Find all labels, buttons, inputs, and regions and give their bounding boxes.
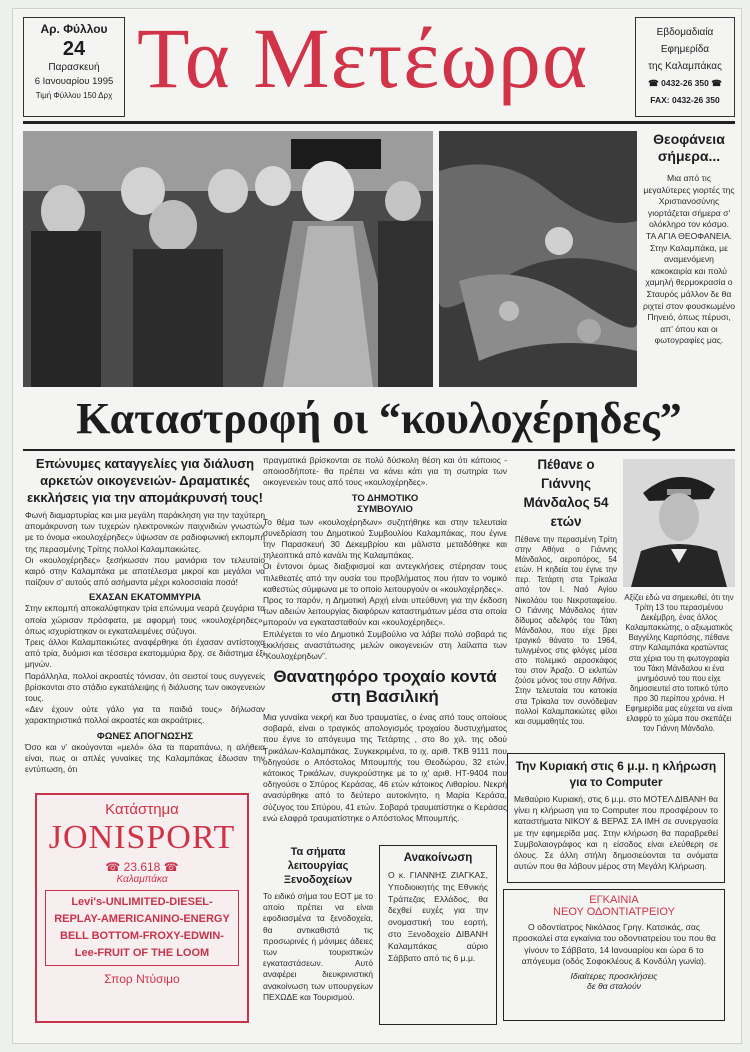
publisher-phone: ☎ 0432-26 350 ☎ <box>648 78 722 88</box>
ad-shop-label: Κατάστημα <box>105 801 179 818</box>
theophany-title: Θεοφάνεια σήμερα... <box>653 131 725 164</box>
dentist-title-2: ΝΕΟΥ ΟΔΟΝΤΙΑΤΡΕΙΟΥ <box>553 906 675 918</box>
accident-story <box>263 667 507 824</box>
masthead-title: Τα Μετέωρα <box>137 10 589 106</box>
theophany-column <box>643 131 735 347</box>
lead-paragraph-4: Τρεις άλλοι Καλαμπακιώτες αναφέρθηκε ότι έχασαν αντίστοιχα από τρία, δυόμισι και τέσσερα εκατομμύρια δρχ. σε διάστημα έξι μηνών. <box>25 637 265 670</box>
obituary-story <box>515 455 617 727</box>
publisher-box <box>635 17 735 117</box>
main-headline: Καταστροφή οι “κουλοχέρηδες” <box>76 394 682 443</box>
lead-subhead-1: ΕΧΑΣΑΝ ΕΚΑΤΟΜΜΥΡΙΑ <box>89 592 201 604</box>
publisher-line2: Εφημερίδα <box>660 44 710 55</box>
obituary-portrait <box>623 459 735 587</box>
masthead-rule <box>23 121 735 124</box>
obituary-body: Πέθανε την περασμένη Τρίτη στην Αθήνα ο Γιάννης Μάνδαλος, αεροπόρος, 54 ετών. Η κηδεία του έγινε την περ. Τετάρτη στα Τρίκαλα από τον Ι. Ναό Αγίου Νικολάου του Νεκροταφείου. Ο Γιάννης Μάνδαλος ήταν δίδυμος αδελφός του Τάκη Μάνδαλου, που είχε βρει τραγικό θάνατο το 1964, τυλιγμένος στις φλόγες μέσα στο πολεμικό αεροσκάφος του στον Άραξο. Ο εκλιπών ζούσε μόνος του στην Αθήνα. Στην τελευταία του κατοικία στα Τρίκαλα τον συνόδεψαν πολλοί Καλαμπακιώτες φίλοι και συμμαθητές του. <box>515 535 617 726</box>
lottery-title: Την Κυριακή στις 6 μ.μ. η κλήρωση για το Computer <box>515 759 717 789</box>
photo-procession <box>23 131 433 387</box>
announcement-body: Ο κ. ΓΙΑΝΝΗΣ ΖΙΑΓΚΑΣ, Υποδιοικητής της Εθνικής Τράπεζας Ελλάδος, θα δεχθεί ευχές για την ονομαστική του εορτή, στο Ξενοδοχείο ΔΙΒΑΝΗ Καλαμπάκας αύριο Σάββατο από τις 6 μ.μ. <box>388 870 488 963</box>
ad-brands-2: REPLAY-AMERICANINO-ENERGY <box>54 913 230 925</box>
cont-paragraph-5: Επιλέγεται το νέο Δημοτικό Συμβούλιο να λάβει πολύ σοβαρά τις εκκλήσεις αναστάτωσης μελών οικογενειών στη λαίλαπα των “Κουλοχέρηδων”. <box>263 628 507 662</box>
hotel-story <box>263 845 373 1003</box>
lead-story <box>25 455 265 775</box>
continuation-story <box>263 455 507 662</box>
photo-procession-image <box>23 131 433 387</box>
issue-label: Αρ. Φύλλου <box>40 22 108 36</box>
dentist-footer-2: δε θα σταλούν <box>587 980 641 991</box>
issue-box <box>23 17 125 117</box>
theophany-body: Μια από τις μεγαλύτερες γιορτές της Χριστιανοσύνης γιορτάζεται σήμερα σ' ολόκληρο τον κόσμο. ΤΑ ΑΓΙΑ ΘΕΟΦΑΝΕΙΑ. Στην Καλαμπάκα, με αναμενόμενη κακοκαιρία και πολύ χαμηλή θερμοκρασία ο Σταυρός μάλλον δε θα ριχτεί στον φουσκωμένο Πηνειό, όπως πέρυσι, απ' όπου και οι φωτογραφίες μας. <box>643 173 735 346</box>
announcement-title: Ανακοίνωση <box>403 852 473 864</box>
ad-city: Καλαμπάκα <box>116 874 168 885</box>
issue-number: 24 <box>62 38 86 60</box>
cont-paragraph-4: Προς το παρόν, η Δημοτική Αρχή είναι υπεύθυνη για την έκδοση των αδειών λειτουργίας διαφόρων καταστημάτων μέσα στα οποία μπορούν να εγκατασταθούν και «κουλοχέρηδες». <box>263 595 507 628</box>
ad-phone: ☎ 23.618 ☎ <box>105 860 179 874</box>
lead-paragraph-6: «Δεν έχουν ούτε γάλο για τα παιδιά τους» δήλωσαν χαρακτηριστικά πολλοί ακροατές και ακροάτριες. <box>25 704 265 726</box>
headline-rule <box>23 449 735 451</box>
lead-paragraph-3: Στην εκπομπή αποκαλύφτηκαν τρία επώνυμα νεαρά ζευγάρια τα οποία χώρισαν πρόσφατα, με αφορμή τους «κουλοχέρηδες», όπως ισχυρίστηκαν οι εγκαταλειμένες σύζυγοι. <box>25 603 265 636</box>
ad-brands-1: Levi's-UNLIMITED-DIESEL- <box>71 896 213 908</box>
lead-paragraph-1: Φωνή διαμαρτυρίας και μια μεγάλη παράκληση για την ταχύτερη απομάκρυνση των τυχερών ηλεκτρονικών παιχνιδιών γνωστών με το όνομα «κουλοχέρηδες» ύψωσαν σε ραδιοφωνική εκπομπή της περασμένης Τρίτης πολλοί Καλαμπακιώτες. <box>25 510 265 554</box>
cont-paragraph-2: Το θέμα των «κουλοχέρηδων» συζητήθηκε και στην τελευταία συνεδρίαση του Δημοτικού Συμβουλίου Καλαμπάκας, που έγινε την Παρασκευή 30 Δεκεμβρίου και μάλιστα μεταδόθηκε και τηλεοπτικά από κανάλι της Καλαμπάκας. <box>263 516 507 561</box>
newspaper-page <box>12 8 742 1044</box>
accident-title: Θανατηφόρο τροχαίο κοντά στη Βασιλική <box>273 667 497 706</box>
jonisport-ad <box>35 793 249 1023</box>
photo-cross-in-river <box>439 131 637 387</box>
obituary-title: Πέθανε ο Γιάννης Μάνδαλος 54 ετών <box>523 457 609 529</box>
publisher-line1: Εβδομαδιαία <box>656 27 714 38</box>
lead-paragraph-2: Οι «κουλοχέρηδες» ξεσήκωσαν που μανιάρια τον τελευταίο καιρό στην Καλαμπάκα με αποτέλεσμα μικροί και μεγάλοι να παίζουν σ' αυτούς από ασήμαντα μέχρι κολοσσιαία ποσά! <box>25 554 265 588</box>
lottery-box <box>507 753 725 883</box>
hotel-body: Το ειδικό σήμα του ΕΟΤ με το οποίο πρέπει να είναι εφοδιασμένα τα ξενοδοχεία, θα αντικαθιστά τις προσωρινές ή μόνιμες άδειες των τουριστικών εγκαταστάσεων. Αυτό αναφέρει διευκρινιστική ανακοίνωση των υπουργείων ΠΕΧΩΔΕ και Τουρισμού. <box>263 891 373 1002</box>
ad-tagline: Σπορ Ντύσιμο <box>104 972 180 986</box>
publisher-line3: της Καλαμπάκας <box>648 61 722 72</box>
photo-river-image <box>439 131 637 387</box>
lead-deck: Επώνυμες καταγγελίες για διάλυση αρκετών οικογενειών- Δραματικές εκκλήσεις για την απομάκρυνσή τους! <box>27 456 263 505</box>
ad-brands-box <box>45 890 239 966</box>
dentist-body: Ο οδοντίατρος Νικόλαος Γρηγ. Κατσικάς, σας προσκαλεί στα εγκαίνια του οδοντιατρείου του που θα γίνουν το Σάββατο, 14 Ιανουαρίου και ώρα 6 το απόγευμα (οδός Σοφοκλέους & Κονδύλη γωνία). <box>512 922 716 967</box>
ad-brands-4: Lee-FRUIT OF THE LOOM <box>74 947 210 959</box>
issue-date: 6 Ιανουαρίου 1995 <box>34 76 114 87</box>
portrait-image <box>623 459 735 587</box>
lead-subhead-2: ΦΩΝΕΣ ΑΠΟΓΝΩΣΗΣ <box>96 730 194 742</box>
cont-paragraph-3: Οι έντονοι όμως διαξιφισμοί και αντεγκλήσεις στέρησαν τους πιλεθεατές από την ουσία του προβλήματος που ήταν το νομικό καθεστώς σύμφωνα με το οποίο λειτουργούν οι «κουλοχέρηδες». <box>263 561 507 594</box>
cont-subhead: ΤΟ ΔΗΜΟΤΙΚΟ ΣΥΜΒΟΥΛΙΟ <box>351 492 419 515</box>
dentist-title-1: ΕΓΚΑΙΝΙΑ <box>589 894 639 906</box>
issue-weekday: Παρασκευή <box>48 62 100 73</box>
accident-body: Μια γυναίκα νεκρή και δυο τραυματίες, ο ένας από τους οποίους σοβαρά, είναι ο τραγικός απολογισμός τροχαίου δυστυχήματος που έγινε το απόγευμα της Τετάρτης , στο 8ο χιλ. της οδού Τρικάλων-Καλαμπάκας. Συγκεκριμένα, το ιχ. αριθ. ΤΚΒ 9111 που οδηγούσε ο Απόστολος Μπουμπής του Θεοδώρου, 32 ετών, κάτοικος Τρικάλων, συγκρούστηκε με το ιχ' αριθ. ΗΤ-9404 που οδηγούσε ο Σπύρος Κεράσας, 46 ετών κάτοικος Λιθαρίου. Νεκρή ανασύρθηκε από το δεύτερο αυτοκίνητο, η Μαρία Κεράσα, σύζυγος του Σπύρου, 41 ετών. Σοβαρά τραυματίστηκε ο Κεράσας ενώ ελαφρά τραυματίστηκε ο Απόστολος Μπουμπής. <box>263 712 507 823</box>
announcement-box <box>379 845 497 1025</box>
dentist-footer-1: Ιδιαίτερες προσκλήσεις <box>570 970 658 981</box>
dentist-box <box>503 889 725 1021</box>
lottery-body: Μεθαύριο Κυριακή, στις 6 μ.μ. στο ΜΟΤΕΛ ΔΙΒΑΝΗ θα γίνει η κλήρωση για το Computer που προσφέρουν το καταστήματα ΝΙΚΟΥ & ΒΕΡΑΣ ΣΑ ΙΜΗ σε συνεργασία με την εφημερίδα μας. Στην κλήρωση θα παραβρεθεί Συμβολαιογράφος και η είσοδος είναι ελεύθερη σε όλους. Σε άλλη στήλη δημοσιεύονται τα ονόματα αυτών που θα λάβουν μέρος στη Μεγάλη Κλήρωση. <box>514 794 718 872</box>
publisher-fax: FAX: 0432-26 350 <box>650 95 720 105</box>
cont-paragraph-1: πραγματικά βρίσκονται σε πολύ δύσκολη θέση και ότι κάποιος - οποιοσδήποτε- θα πρέπει να κάνει κάτι για τη σωτηρία των οικογενειών τους από τους «κουλοχέρηδες». <box>263 455 507 488</box>
lead-paragraph-5: Παράλληλα, πολλοί ακροατές τόνισαν, ότι σειστοί τους συγγενείς βρίσκονται στο στάδιο εγκατάλειψης ή διάλυσης των οικογενειών τους. <box>25 670 265 704</box>
lead-paragraph-7: Όσο και ν' ακούγονται «μελό» όλα τα παραπάνω, η αλήθεια είναι, πως οι απλές γυναίκες της Καλαμπάκας έδωσαν την εντύπωση, ότι <box>25 741 265 775</box>
ad-brands-3: BELL BOTTOM-FROXY-EDWIN- <box>60 930 224 942</box>
ad-shop-name: JONISPORT <box>48 819 236 856</box>
obituary-side-note: Αξίζει εδώ να σημειωθεί, ότι την Τρίτη 13 του περασμένου Δεκέμβρη, ένας άλλος Καλαμπακιώτης, ο αξιωματικός Βαγγέλης Καρπόσης, πέθανε στην Καλαμπάκα κρατώντας στα χέρια του τη φωτογραφία του Τάκη Μάνδαλου κι ένα μνημόσυνό του που είχε δημοσιευτεί στο τοπικό τύπο προ 30 περίπου χρόνια. Η Εφημερίδα μας εύχεται να είναι ελαφρύ το χώμα που σκεπάζει τον Γιάννη Μάνδαλο. <box>624 593 734 734</box>
issue-price: Τιμή Φύλλου 150 Δρχ <box>35 91 113 100</box>
hotel-title: Τα σήματα λειτουργίας Ξενοδοχείων <box>283 846 353 886</box>
